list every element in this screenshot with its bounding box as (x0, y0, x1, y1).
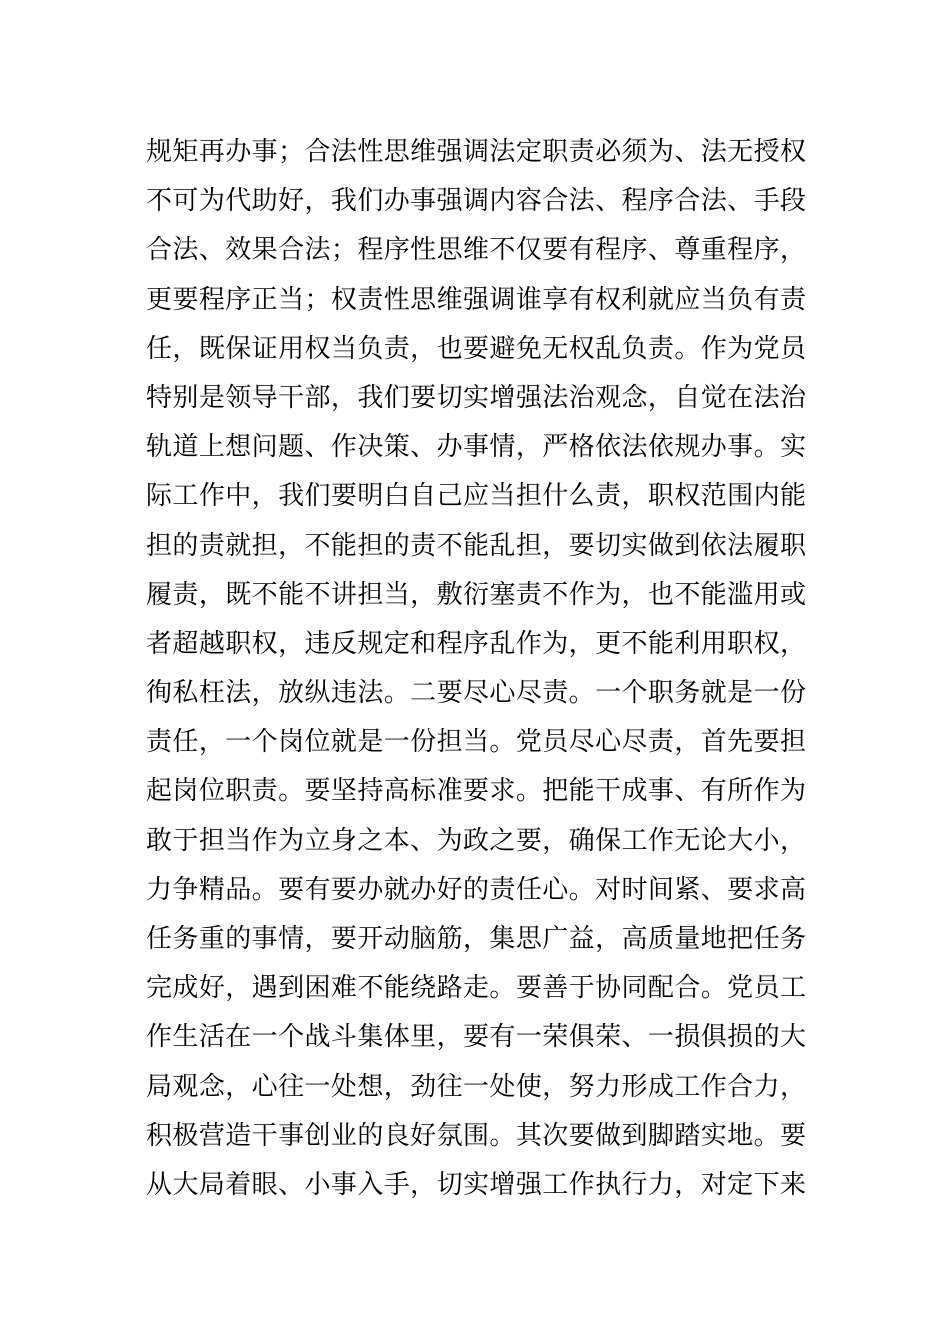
text-line: 责任，一个岗位就是一份担当。党员尽心尽责，首先要担 (146, 727, 806, 758)
text-line: 积极营造干事创业的良好氛围。其次要做到脚踏实地。要 (146, 1120, 806, 1151)
text-line: 起岗位职责。要坚持高标准要求。把能干成事、有所作为 (146, 776, 806, 807)
text-line: 履责，既不能不讲担当，敷衍塞责不作为，也不能滥用或 (146, 579, 806, 610)
text-line: 轨道上想问题、作决策、办事情，严格依法依规办事。实 (146, 432, 806, 463)
text-line: 任，既保证用权当负责，也要避免无权乱负责。作为党员 (146, 333, 806, 364)
body-text (146, 128, 826, 1210)
text-line: 局观念，心往一处想，劲往一处使，努力形成工作合力， (146, 1071, 806, 1102)
text-line: 力争精品。要有要办就办好的责任心。对时间紧、要求高 (146, 874, 806, 905)
text-line: 规矩再办事；合法性思维强调法定职责必须为、法无授权 (146, 137, 806, 167)
text-line: 特别是领导干部，我们要切实增强法治观念，自觉在法治 (146, 382, 806, 413)
text-line: 担的责就担，不能担的责不能乱担，要切实做到依法履职 (146, 530, 806, 561)
text-line: 敢于担当作为立身之本、为政之要，确保工作无论大小， (146, 825, 806, 856)
text-line: 合法、效果合法；程序性思维不仅要有程序、尊重程序， (146, 235, 806, 266)
text-line: 际工作中，我们要明白自己应当担什么责，职权范围内能 (146, 481, 806, 512)
text-line: 徇私枉法，放纵违法。二要尽心尽责。一个职务就是一份 (146, 678, 806, 709)
text-line: 任务重的事情，要开动脑筋，集思广益，高质量地把任务 (146, 924, 806, 954)
text-line: 完成好，遇到困难不能绕路走。要善于协同配合。党员工 (146, 973, 806, 1004)
text-line: 不可为代助好，我们办事强调内容合法、程序合法、手段 (146, 186, 806, 217)
text-line: 从大局着眼、小事入手，切实增强工作执行力，对定下来 (146, 1169, 806, 1200)
text-line: 者超越职权，违反规定和程序乱作为，更不能利用职权， (146, 628, 806, 659)
text-line: 更要程序正当；权责性思维强调谁享有权利就应当负有责 (146, 284, 806, 315)
text-line: 作生活在一个战斗集体里，要有一荣俱荣、一损俱损的大 (146, 1022, 806, 1053)
